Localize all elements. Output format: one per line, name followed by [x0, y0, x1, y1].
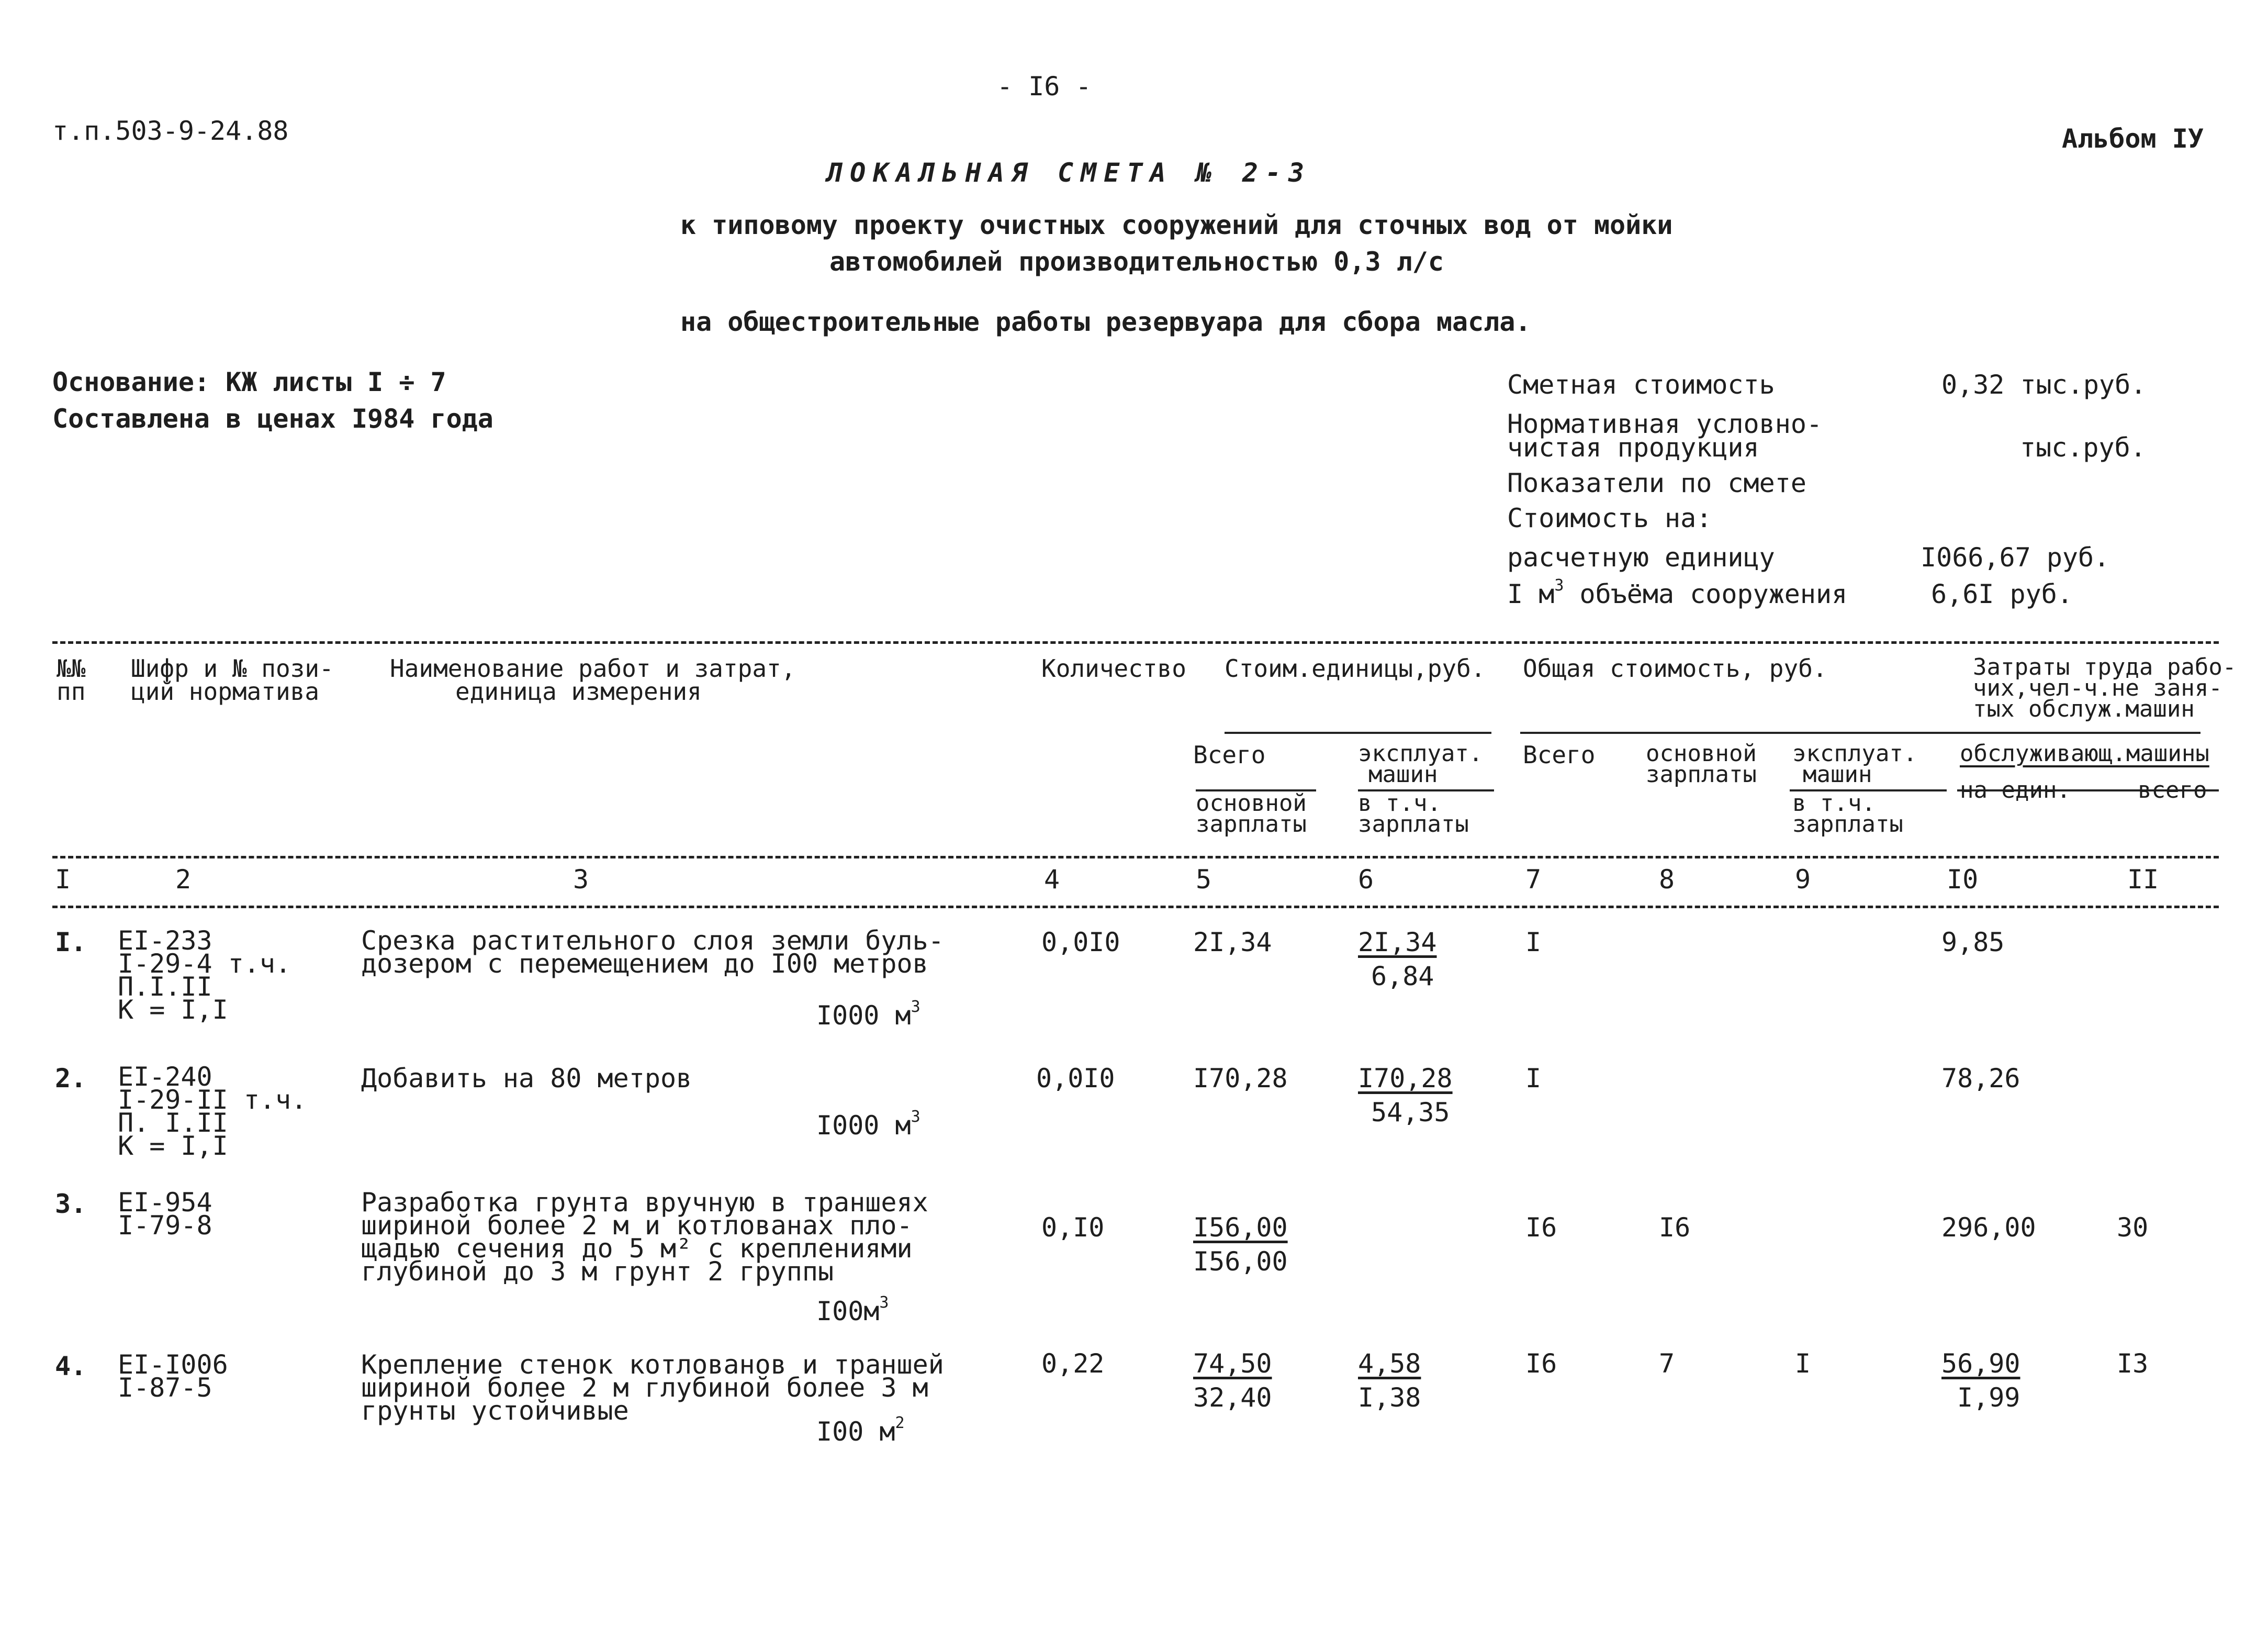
- row-code: ЕI-233 I-29-4 т.ч. П.I.II К = I,I: [118, 925, 291, 1025]
- cost-on-label: Стоимость на:: [1507, 503, 1712, 533]
- row-name: Добавить на 80 метров: [361, 1063, 692, 1094]
- header-bottom-rule: [52, 856, 2219, 858]
- unit-cost-label: расчетную единицу: [1507, 542, 1775, 573]
- volume-cost-label: I $м^3$ объёма сооружения: [1507, 576, 1848, 609]
- header-col-7: Всего: [1523, 741, 1596, 769]
- row-unit: I00 $м^2$: [816, 1414, 905, 1447]
- colnum-10: I0: [1947, 864, 1979, 895]
- header-col-9-top: эксплуат. машин: [1792, 740, 1917, 788]
- header-col-10-11-sub: обслуживающ.машины: [1960, 740, 2209, 767]
- row-labor-per-unit: 78,26: [1941, 1063, 2020, 1094]
- normative-label-2: чистая продукция: [1507, 432, 1759, 463]
- row-quantity: 0,0I0: [1036, 1063, 1115, 1094]
- album-label: Альбом IУ: [2062, 124, 2204, 154]
- header-col-5-top: Всего: [1193, 741, 1266, 769]
- row-unit-cost-machines: 2I,34: [1358, 927, 1437, 957]
- subtitle-line-2: автомобилей производительностью 0,3 л/с: [829, 247, 1444, 277]
- document-code: т.п.503-9-24.88: [52, 116, 289, 146]
- row-labor-per-unit: 56,90: [1941, 1348, 2020, 1379]
- row-unit-cost-machines-wage: I,38: [1358, 1382, 1421, 1413]
- page-number: - I6 -: [997, 71, 1092, 102]
- row-quantity: 0,22: [1041, 1348, 1105, 1379]
- row-unit-cost-wage: 32,40: [1193, 1382, 1272, 1413]
- normative-label-1: Нормативная условно-: [1507, 409, 1823, 439]
- row-number: I.: [55, 927, 87, 957]
- colnum-3: 3: [573, 864, 589, 895]
- row-number: 4.: [55, 1351, 87, 1381]
- row-code: ЕI-I006 I-87-5: [118, 1349, 228, 1403]
- row-unit-cost-total: I70,28: [1193, 1063, 1288, 1094]
- header-col-11: всего: [2138, 777, 2207, 804]
- row-total-wage: 7: [1659, 1348, 1675, 1379]
- row-unit: $I00м^3$: [816, 1293, 889, 1326]
- colnum-7: 7: [1525, 864, 1542, 895]
- header-col-5-bottom: основной зарплаты: [1196, 790, 1307, 838]
- row-labor-total: I3: [2117, 1348, 2149, 1379]
- row-total-cost: I6: [1525, 1348, 1557, 1379]
- header-col-6-top: эксплуат. машин: [1358, 740, 1483, 788]
- row-unit-cost-total: I56,00: [1193, 1212, 1288, 1243]
- row-code: ЕI-954 I-79-8: [118, 1187, 212, 1241]
- indicators-label: Показатели по смете: [1507, 468, 1806, 498]
- colnum-5: 5: [1196, 864, 1212, 895]
- normative-value: тыс.руб.: [2020, 432, 2146, 463]
- header-rule-c789: [1520, 732, 2200, 734]
- document-title: ЛОКАЛЬНАЯ СМЕТА № 2-3: [827, 158, 1312, 188]
- row-unit-cost-machines: 4,58: [1358, 1348, 1421, 1379]
- colnum-6: 6: [1358, 864, 1374, 895]
- row-unit-cost-machines-wage: 54,35: [1371, 1097, 1450, 1128]
- header-col-6-bottom: в т.ч. зарплаты: [1358, 790, 1469, 838]
- header-col-5-6: Стоим.единицы,руб.: [1225, 654, 1486, 683]
- colnum-8: 8: [1659, 864, 1675, 895]
- unit-cost-value: I066,67 руб.: [1921, 542, 2110, 573]
- header-col-1: №№ пп: [57, 654, 86, 706]
- row-unit-cost-machines: I70,28: [1358, 1063, 1453, 1094]
- header-col-8: основной зарплаты: [1646, 740, 1757, 788]
- header-col-9-bottom: в т.ч. зарплаты: [1792, 790, 1903, 838]
- row-unit-cost-wage: I56,00: [1193, 1246, 1288, 1277]
- estimated-cost-label: Сметная стоимость: [1507, 370, 1775, 400]
- row-name: Крепление стенок котлованов и траншей шириной более 2 м глубиной более 3 м грунты устойчивые: [361, 1349, 944, 1426]
- row-total-wage: I6: [1659, 1212, 1691, 1243]
- header-col-3: Наименование работ и затрат, единица измерения: [390, 654, 796, 706]
- row-labor-per-unit: 9,85: [1941, 927, 2005, 957]
- row-unit-cost-machines-wage: 6,84: [1371, 961, 1434, 991]
- colnum-11: II: [2127, 864, 2159, 895]
- row-total-machines: I: [1795, 1348, 1811, 1379]
- row-unit-cost-total: 2I,34: [1193, 927, 1272, 957]
- row-number: 2.: [55, 1063, 87, 1094]
- row-code: ЕI-240 I-29-II т.ч. П. I.II К = I,I: [118, 1062, 307, 1161]
- header-col-4: Количество: [1041, 654, 1186, 683]
- table-top-rule: [52, 641, 2219, 644]
- basis-line: Основание: КЖ листы I ÷ 7: [52, 367, 446, 397]
- row-labor-per-unit: 296,00: [1941, 1212, 2036, 1243]
- row-unit: I000 $м^3$: [816, 998, 920, 1031]
- row-number: 3.: [55, 1189, 87, 1219]
- column-numbers-rule: [52, 906, 2219, 908]
- header-col-7-9: Общая стоимость, руб.: [1523, 654, 1827, 683]
- volume-cost-value: 6,6I руб.: [1931, 579, 2073, 609]
- row-total-cost: I6: [1525, 1212, 1557, 1243]
- estimated-cost-value: 0,32 тыс.руб.: [1941, 370, 2147, 400]
- colnum-2: 2: [175, 864, 192, 895]
- row-unit: I000 $м^3$: [816, 1108, 920, 1141]
- row-quantity: 0,0I0: [1041, 927, 1120, 957]
- colnum-9: 9: [1795, 864, 1811, 895]
- header-col-2: Шифр и № пози- ций норматива: [131, 654, 334, 706]
- subtitle-line-1: к типовому проекту очистных сооружений для сточных вод от мойки: [680, 210, 1673, 240]
- row-total-cost: I: [1525, 1063, 1542, 1094]
- row-name: Разработка грунта вручную в траншеях шириной более 2 м и котлованах пло- щадью сечения до 5 м² с креплениями глубиной до 3 м грунт 2 группы: [361, 1187, 928, 1287]
- colnum-4: 4: [1044, 864, 1060, 895]
- prices-line: Составлена в ценах I984 года: [52, 404, 493, 434]
- row-unit-cost-total: 74,50: [1193, 1348, 1272, 1379]
- row-name: Срезка растительного слоя земли буль- дозером с перемещением до I00 метров: [361, 925, 944, 979]
- subtitle-line-3: на общестроительные работы резервуара для сбора масла.: [680, 307, 1531, 337]
- header-col-10: на един.: [1960, 777, 2071, 804]
- row-labor-per-unit-machines: I,99: [1957, 1382, 2020, 1413]
- row-quantity: 0,I0: [1041, 1212, 1105, 1243]
- header-col-10-11: Затраты труда рабо- чих,чел-ч.не заня- тых обслуж.машин: [1973, 654, 2237, 722]
- header-rule-c56: [1225, 732, 1491, 734]
- row-total-cost: I: [1525, 927, 1542, 957]
- row-labor-total: 30: [2117, 1212, 2149, 1243]
- colnum-1: I: [55, 864, 71, 895]
